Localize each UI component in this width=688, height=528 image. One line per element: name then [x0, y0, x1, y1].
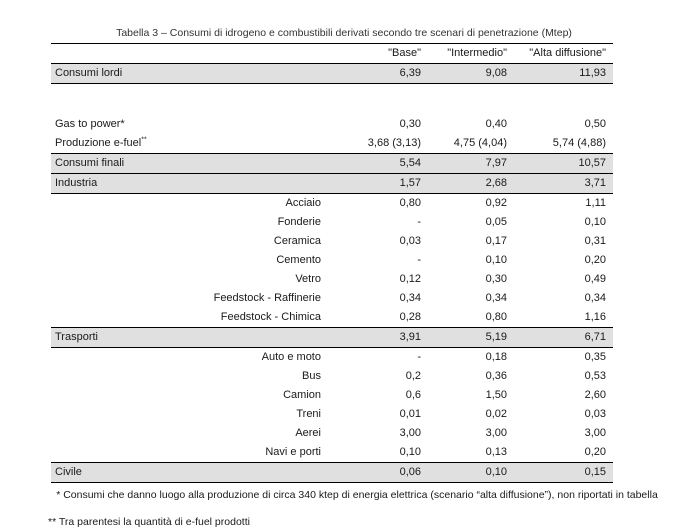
row-label: Industria	[55, 177, 98, 189]
cell-intermedio: 0,18	[485, 351, 507, 363]
cell-alta: 11,93	[579, 67, 606, 79]
cell-base: 0,06	[399, 466, 421, 478]
row-label: Aerei	[295, 427, 321, 439]
cell-alta: 0,20	[584, 254, 606, 266]
row-label: Navi e porti	[265, 446, 321, 458]
table-row	[51, 348, 613, 367]
cell-base: 3,91	[399, 331, 421, 343]
row-label: Camion	[283, 389, 321, 401]
cell-intermedio: 5,19	[485, 331, 507, 343]
cell-intermedio: 0,34	[485, 292, 507, 304]
cell-alta: 1,11	[585, 197, 606, 209]
consumption-table	[51, 43, 613, 483]
cell-alta: 0,10	[584, 216, 606, 228]
table-spacer	[51, 84, 613, 115]
cell-alta: 0,50	[584, 118, 606, 130]
cell-alta: 2,60	[584, 389, 606, 401]
cell-base: 0,80	[399, 197, 421, 209]
row-label: Produzione e-fuel**	[55, 136, 147, 149]
cell-alta: 0,03	[584, 408, 606, 420]
table-row	[51, 386, 613, 405]
cell-intermedio: 0,05	[485, 216, 507, 228]
cell-base: 0,10	[399, 446, 421, 458]
table-header-row	[51, 44, 613, 63]
row-label: Feedstock - Raffinerie	[213, 292, 321, 304]
table-row	[51, 251, 613, 270]
table-row	[51, 308, 613, 327]
cell-base: 0,28	[399, 311, 421, 323]
cell-alta: 0,35	[584, 351, 606, 363]
row-label: Feedstock - Chimica	[220, 311, 321, 323]
cell-base: 3,68 (3,13)	[367, 137, 421, 149]
cell-alta: 0,53	[584, 370, 606, 382]
table-row	[51, 63, 613, 84]
cell-intermedio: 2,68	[485, 177, 507, 189]
row-label: Bus	[302, 370, 321, 382]
footnote-mark: **	[141, 136, 147, 144]
table-caption: Tabella 3 – Consumi di idrogeno e combustibili derivati secondo tre scenari di penetrazione (Mtep)	[116, 27, 572, 39]
cell-base: 0,2	[405, 370, 421, 382]
cell-intermedio: 0,92	[485, 197, 507, 209]
table-row	[51, 153, 613, 174]
row-label: Cemento	[276, 254, 321, 266]
table-row	[51, 289, 613, 308]
cell-alta: 6,71	[584, 331, 606, 343]
table-row	[51, 327, 613, 348]
cell-alta: 0,15	[584, 466, 606, 478]
cell-base: 0,34	[399, 292, 421, 304]
row-label: Acciaio	[285, 197, 321, 209]
column-header-intermedio: "Intermedio"	[447, 47, 507, 59]
cell-alta: 10,57	[578, 157, 606, 169]
footnote-1: * Consumi che danno luogo alla produzione di circa 340 ktep di energia elettrica (scenario “alta diffusione”), non riportati in tabella	[56, 489, 658, 501]
cell-intermedio: 0,30	[485, 273, 507, 285]
cell-intermedio: 0,10	[485, 254, 507, 266]
row-label: Consumi lordi	[55, 67, 123, 79]
cell-alta: 3,71	[584, 177, 606, 189]
cell-alta: 0,20	[584, 446, 606, 458]
table-row	[51, 405, 613, 424]
cell-base: 5,54	[399, 157, 421, 169]
table-row	[51, 194, 613, 213]
row-label: Civile	[55, 466, 82, 478]
cell-base: 3,00	[399, 427, 421, 439]
cell-alta: 0,49	[584, 273, 606, 285]
table-row	[51, 270, 613, 289]
row-label: Ceramica	[273, 235, 321, 247]
cell-base: 0,12	[399, 273, 421, 285]
cell-intermedio: 3,00	[485, 427, 507, 439]
cell-alta: 1,16	[584, 311, 606, 323]
row-label: Trasporti	[55, 331, 98, 343]
table-row	[51, 462, 613, 483]
cell-alta: 0,34	[584, 292, 606, 304]
cell-base: -	[417, 254, 421, 266]
cell-alta: 3,00	[584, 427, 606, 439]
cell-intermedio: 0,17	[485, 235, 507, 247]
cell-alta: 5,74 (4,88)	[552, 137, 606, 149]
cell-intermedio: 0,36	[485, 370, 507, 382]
row-label: Consumi finali	[55, 157, 125, 169]
cell-intermedio: 9,08	[485, 67, 507, 79]
table-row	[51, 367, 613, 386]
cell-base: -	[417, 216, 421, 228]
table-row	[51, 134, 613, 153]
row-label: Auto e moto	[261, 351, 321, 363]
cell-alta: 0,31	[584, 235, 606, 247]
cell-intermedio: 4,75 (4,04)	[453, 137, 507, 149]
cell-intermedio: 0,80	[485, 311, 507, 323]
cell-intermedio: 0,13	[485, 446, 507, 458]
cell-intermedio: 7,97	[485, 157, 507, 169]
row-label: Fonderie	[277, 216, 321, 228]
cell-base: 0,03	[399, 235, 421, 247]
cell-base: 0,30	[399, 118, 421, 130]
table-row	[51, 443, 613, 462]
table-row	[51, 213, 613, 232]
column-header-alta: "Alta diffusione"	[529, 47, 606, 59]
row-label: Treni	[296, 408, 321, 420]
row-label: Vetro	[295, 273, 321, 285]
cell-intermedio: 0,40	[485, 118, 507, 130]
cell-intermedio: 0,10	[485, 466, 507, 478]
cell-intermedio: 0,02	[485, 408, 507, 420]
table-row	[51, 174, 613, 194]
cell-base: -	[417, 351, 421, 363]
cell-intermedio: 1,50	[485, 389, 507, 401]
cell-base: 6,39	[399, 67, 421, 79]
footnote-2: ** Tra parentesi la quantità di e-fuel prodotti	[48, 516, 250, 528]
cell-base: 0,01	[399, 408, 421, 420]
cell-base: 1,57	[399, 177, 421, 189]
table-row	[51, 424, 613, 443]
cell-base: 0,6	[405, 389, 421, 401]
table-row	[51, 232, 613, 251]
column-header-base: "Base"	[388, 47, 421, 59]
table-row	[51, 115, 613, 134]
row-label: Gas to power*	[55, 118, 125, 130]
